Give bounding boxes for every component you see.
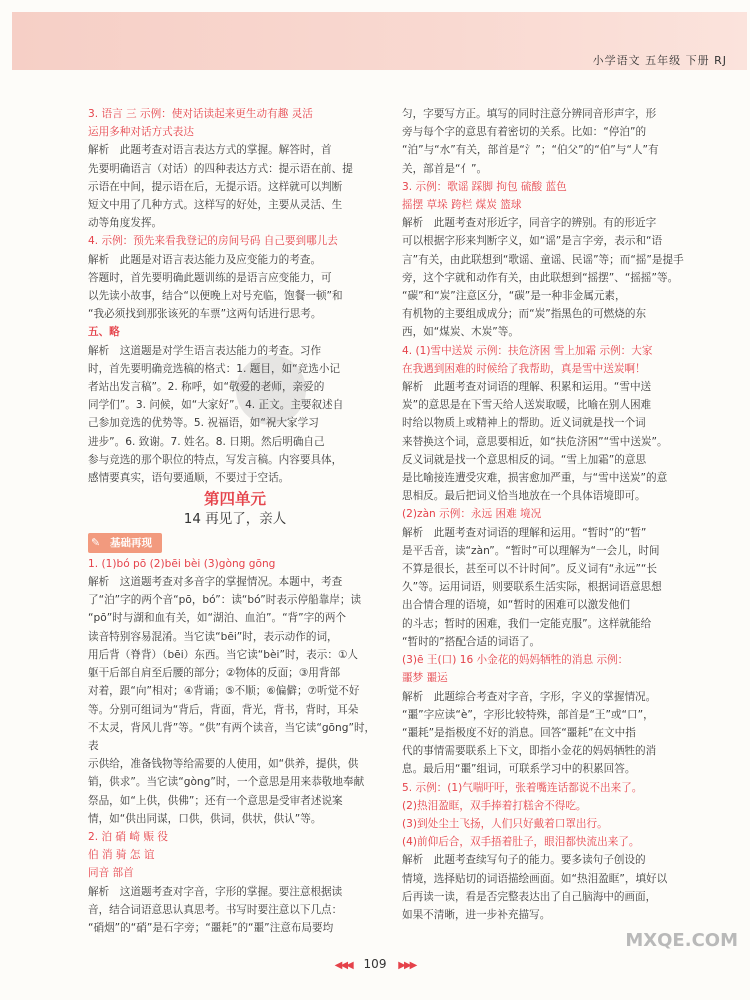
explanation-line: 旁与每个字的意思有着密切的关系。比如：“停泊”的 bbox=[402, 126, 647, 139]
explanation-line: “泊”与“水”有关，部首是“氵”；“伯父”的“伯”与“人”有 bbox=[402, 144, 659, 157]
explanation-line: 销，供求”。当它读“gòng”时，一个意思是用来恭敬地奉献 bbox=[88, 776, 365, 789]
answer-line: (2)热泪盈眶，双手捧着打糕舍不得吃。 bbox=[402, 799, 587, 812]
explanation-line: 对着，跟“向”相对；④背诵；⑤不顺；⑥偏僻；⑦听觉不好 bbox=[88, 685, 360, 698]
explanation-line: 等。分别可组词为“背后，背面，背光，背书，背时，耳朵 bbox=[88, 703, 359, 716]
left-column bbox=[88, 105, 382, 937]
explanation-line: 音，结合词语意思认真思考。书写时要注意以下几点： bbox=[88, 903, 343, 916]
answer-line: 伯 消 骑 怎 谊 bbox=[88, 849, 155, 862]
answer-line: (2)zàn 示例：永远 困难 境况 bbox=[402, 508, 542, 521]
explanation-line: 先要明确语言（对话）的四种表达方式：提示语在前、提 bbox=[88, 162, 353, 175]
header-text: 小学语文 五年级 下册 RJ bbox=[592, 54, 727, 67]
explanation-line: 以先读小故事，结合“以便晚上对号充临，饱餐一顿”和 bbox=[88, 290, 343, 303]
explanation-line: 躯干后部自肩至后腰的部分；②物体的反面；③用背部 bbox=[88, 667, 341, 680]
explanation-line: 不算是很长，甚至可以不计时间”。反义词有“永远”“长 bbox=[402, 563, 658, 576]
explanation-line: 后再读一读，看是否完整表达出了自己脑海中的画面， bbox=[402, 890, 657, 903]
banner-label: 基础再现 bbox=[110, 536, 152, 549]
answer-line: (4)前仰后合，双手捂着肚子，眼泪都快流出来了。 bbox=[402, 836, 640, 849]
explanation-line: 感情要真实，语句要通顺，不要过于空话。 bbox=[88, 472, 290, 485]
explanation-line: 情境，选择贴切的词语描绘画面。如“热泪盈眶”，填好以 bbox=[402, 872, 668, 885]
page-header bbox=[12, 12, 747, 70]
explanation-line: 解析 此题考查对词语的理解和运用。“暂时”的“暂” bbox=[402, 526, 647, 539]
explanation-line: “pō”时与湖和血有关，如“湖泊、血泊”。“背”字的两个 bbox=[88, 612, 347, 625]
explanation-line: “暂时的”搭配合适的词语了。 bbox=[402, 635, 541, 648]
explanation-line: 短文中用了几种方式。这样写的好处，主要从灵活、生 bbox=[88, 199, 343, 212]
explanation-line: 用后背（脊背）（bēi）东西。当它读“bèi”时，表示：①人 bbox=[88, 648, 359, 661]
explanation-line: 解析 此题是对语言表达能力及应变能力的考查。 bbox=[88, 253, 322, 266]
right-column bbox=[402, 105, 692, 924]
explanation-line: “噩耗”是指极度不好的消息。回答“噩耗”在文中指 bbox=[402, 726, 636, 739]
explanation-line: 解析 此题综合考查对字音，字形，字义的掌握情况。 bbox=[402, 690, 657, 703]
explanation-line: 炭”的意思是在下雪天给人送炭取暖，比喻在别人困难 bbox=[402, 399, 652, 412]
explanation-line: 同学们”。3. 问候，如“大家好”。4. 正文。主要叙述自 bbox=[88, 399, 344, 412]
explanation-line: 解析 此题考查对形近字，同音字的辨别。有的形近字 bbox=[402, 217, 657, 230]
explanation-line: 示语在中间，提示语在后，无提示语。这样就可以判断 bbox=[88, 180, 343, 193]
explanation-line: 解析 此题考查对词语的理解、积累和运用。“雪中送 bbox=[402, 381, 652, 394]
answer-line: 同音 部首 bbox=[88, 867, 134, 880]
explanation-line: 不太灵，背风儿背”等。“供”有两个读音，当它读“gōng”时，表 bbox=[88, 721, 376, 752]
answer-line: 5. 示例：(1)气喘吁吁，张着嘴连话都说不出来了。 bbox=[402, 781, 643, 794]
explanation-line: 读音特别容易混淆。当它读“bēi”时，表示动作的词， bbox=[88, 630, 338, 643]
answer-line: 在我遇到困难的时候给了我帮助，真是雪中送炭啊！ bbox=[402, 362, 646, 375]
explanation-line: 息。最后用“噩”组词，可联系学习中的积累回答。 bbox=[402, 763, 636, 776]
explanation-line: 解析 此题考查对语言表达方式的掌握。解答时，首 bbox=[88, 144, 332, 157]
explanation-line: 解析 这道题考查对字音，字形的掌握。要注意根据读 bbox=[88, 885, 343, 898]
explanation-line: 答题时，首先要明确此题训练的是语言应变能力，可 bbox=[88, 271, 332, 284]
explanation-line: 言”有关，由此联想到“歌谣、童谣、民谣”等；而“摇”是提手 bbox=[402, 253, 684, 266]
section-five: 五、略 bbox=[88, 326, 120, 339]
answer-line: 3. 示例：歌谣 踩脚 拘包 硫酸 蓝色 bbox=[402, 180, 567, 193]
section-banner bbox=[88, 533, 162, 553]
explanation-line: “碳”和“炭”注意区分，“碳”是一种非金属元素， bbox=[402, 290, 626, 303]
explanation-line: 解析 这道题是对学生语言表达能力的考查。习作 bbox=[88, 344, 322, 357]
explanation-line: 是平舌音，读“zàn”。“暂时”可以理解为“一会儿，时间 bbox=[402, 544, 660, 557]
answer-line: 4. (1)雪中送炭 示例：扶危济困 雪上加霜 示例：大家 bbox=[402, 344, 653, 357]
explanation-line: 是比喻接连遭受灾难，损害愈加严重，与“雪中送炭”的意 bbox=[402, 472, 668, 485]
explanation-line: 参与竞选的那个职位的特点，写发言稿。内容要具体， bbox=[88, 453, 343, 466]
pencil-icon: ✎ bbox=[91, 535, 101, 549]
explanation-line: “硝烟”的“硝”是石字旁；“噩耗”的“噩”注意布局要均 bbox=[88, 921, 334, 934]
answer-line: 运用多种对话方式表达 bbox=[88, 126, 194, 139]
explanation-line: 的斗志；暂时的困难，我们一定能克服”。这样就能给 bbox=[402, 617, 652, 630]
explanation-line: 出合情合理的语境，如“暂时的困难可以激发他们 bbox=[402, 599, 630, 612]
explanation-line: 代的事情需要联系上下文，即指小金花的妈妈牺牲的消 bbox=[402, 745, 657, 758]
explanation-line: 解析 此题考查续写句子的能力。要多读句子创设的 bbox=[402, 854, 646, 867]
explanation-line: 久”等。运用词语，则要联系生活实际，根据词语意思想 bbox=[402, 581, 662, 594]
lesson-title: 14 再见了，亲人 bbox=[183, 511, 287, 528]
explanation-line: 旁，这个字就和动作有关，由此联想到“摇摆”、“摇摇”等。 bbox=[402, 271, 679, 284]
explanation-line: 情，如“供出同谋，口供，供词，供状，供认”等。 bbox=[88, 812, 322, 825]
answer-line: 2. 泊 硝 崎 赈 役 bbox=[88, 830, 168, 843]
explanation-line: “我必须找到那张该死的车票”这两句话进行思考。 bbox=[88, 308, 322, 321]
explanation-line: 时给以物质上或精神上的帮助。近义词就是找一个词 bbox=[402, 417, 646, 430]
answer-line: 噩梦 噩运 bbox=[402, 672, 448, 685]
answer-line: 摇摆 草垛 跨栏 煤炭 篮球 bbox=[402, 199, 522, 212]
explanation-line: 者站出发言稿”。2. 称呼，如“敬爱的老师，亲爱的 bbox=[88, 381, 325, 394]
answer-line: 1. (1)bó pō (2)bēi bèi (3)gòng gōng bbox=[88, 557, 276, 570]
explanation-line: 关，部首是“亻”。 bbox=[402, 162, 488, 175]
answer-line: 3. 语言 三 示例：使对话读起来更生动有趣 灵活 bbox=[88, 108, 313, 120]
answer-line: 4. 示例：预先来看我登记的房间号码 自己要到哪儿去 bbox=[88, 235, 338, 248]
explanation-line: 了“泊”字的两个音“pō，bó”：读“bó”时表示停船靠岸；读 bbox=[88, 594, 362, 607]
page-number: 109 bbox=[363, 957, 387, 971]
right-arrows-icon: ▶▶▶ bbox=[398, 960, 416, 971]
explanation-line: 祭品，如“上供，供佛”；还有一个意思是受审者述说案 bbox=[88, 794, 343, 807]
explanation-line: 解析 这道题考查对多音字的掌握情况。本题中，考查 bbox=[88, 576, 343, 589]
explanation-line: 来替换这个词，意思要相近，如“扶危济困”“雪中送炭”。 bbox=[402, 435, 668, 448]
answer-line: (3)ē 王(口) 16 小金花的妈妈牺牲的消息 示例： bbox=[402, 654, 629, 667]
explanation-line: 如果不清晰，进一步补充描写。 bbox=[402, 908, 551, 921]
unit-title: 第四单元 bbox=[203, 490, 266, 509]
explanation-line: 思相反。最后把词义恰当地放在一个具体语境即可。 bbox=[402, 490, 646, 503]
explanation-line: 有机物的主要组成成分；而“炭”指黑色的可燃烧的东 bbox=[402, 308, 647, 321]
explanation-line: 进步”。6. 致谢。7. 姓名。8. 日期。然后明确自己 bbox=[88, 435, 325, 448]
explanation-line: 可以根据字形来判断字义，如“谣”是言字旁，表示和“语 bbox=[402, 235, 663, 248]
explanation-line: 时，首先要明确竞选稿的格式：1. 题目，如“竞选小记 bbox=[88, 362, 341, 375]
explanation-line: 反义词就是找一个意思相反的词。“雪上加霜”的意思 bbox=[402, 453, 647, 466]
watermark-logo: MXQE.COM bbox=[625, 930, 738, 951]
explanation-line: 己参加竞选的优势等。5. 祝福语，如“祝大家学习 bbox=[88, 417, 319, 430]
explanation-line: 匀，字要写方正。填写的同时注意分辨同音形声字，形 bbox=[402, 108, 657, 120]
explanation-line: 示供给，准备钱物等给需要的人使用，如“供养，提供，供 bbox=[88, 758, 359, 771]
explanation-line: “噩”字应读“è”，字形比较特殊，部首是“王”或“口”， bbox=[402, 708, 654, 721]
explanation-line: 西，如“煤炭、木炭”等。 bbox=[402, 326, 519, 339]
explanation-line: 动等角度发挥。 bbox=[88, 217, 163, 230]
left-arrows-icon: ◀◀◀ bbox=[334, 960, 352, 971]
page-footer bbox=[0, 957, 750, 971]
answer-line: (3)到处尘土飞扬，人们只好戴着口罩出行。 bbox=[402, 817, 608, 830]
